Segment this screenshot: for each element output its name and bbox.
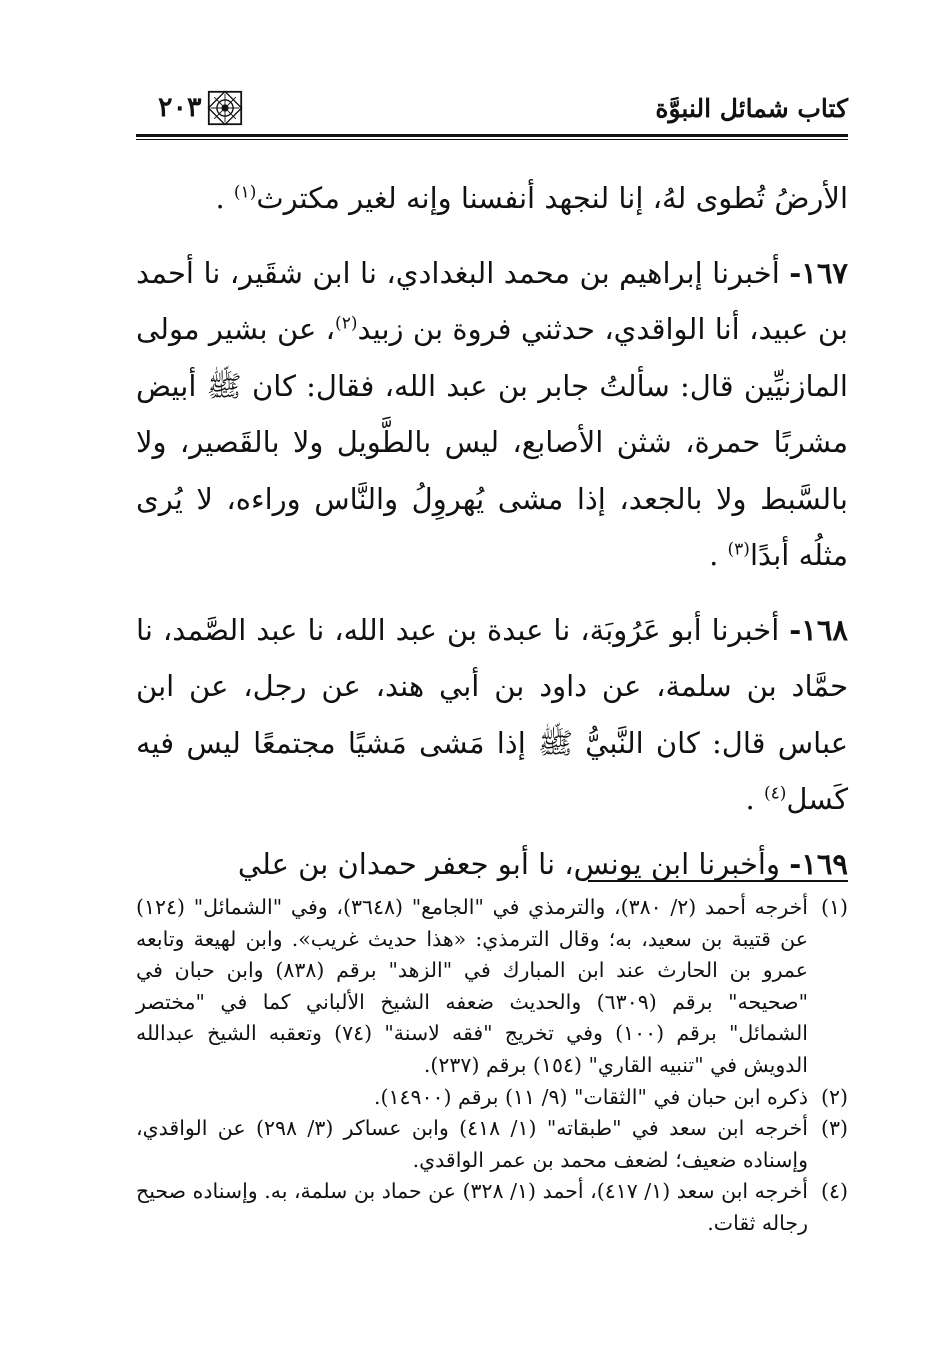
paragraph-text: وأخبرنا ابن يونس، نا أبو جعفر حمدان بن علي xyxy=(237,846,780,881)
hadith-168 xyxy=(136,602,848,828)
footnote-text: أخرجه ابن سعد (١/ ٤١٧)، أحمد (١/ ٣٢٨) عن حماد بن سلمة، به. وإسناده صحيح رجاله ثقات. xyxy=(136,1179,808,1235)
paragraph-text: أخبرنا إبراهيم بن محمد البغدادي، نا ابن شقَير، نا أحمد بن عبيد، أنا الواقدي، حدثني فروة بن زبيد xyxy=(136,255,848,346)
footnote-mark: (٢) xyxy=(820,1084,848,1109)
paragraph-end: . xyxy=(215,181,225,215)
footnote-3 xyxy=(136,1113,848,1176)
paragraph-end: . xyxy=(709,538,719,572)
footnote-text: أخرجه أحمد (٢/ ٣٨٠)، والترمذي في "الجامع" (٣٦٤٨)، وفي "الشمائل" (١٢٤) عن قتيبة بن سعيد، به؛ وقال الترمذي: «هذا حديث غريب». وابن لهيعة وتابعه عمرو بن الحارث عند ابن المبارك في "الزهد" برقم (٨٣٨) وابن حبان في "صحيحه" برقم (٦٣٠٩) والحديث ضعفه الشيخ الألباني كما في "مختصر الشمائل" برقم (١٠٠) وفي تخريج "فقه لاسنة" (٧٤) وتعقبه الشيخ عبدالله الدويش في "تنبيه القاري" (١٥٤) برقم (٢٣٧). xyxy=(136,895,809,1077)
footnote-mark: (٤) xyxy=(820,1179,848,1204)
paragraph-text: الأرضُ تُطوى لهُ، إنا لنجهد أنفسنا وإنه لغير مكترث xyxy=(256,181,848,215)
footnote-ref: (٢) xyxy=(335,313,358,334)
footnote-text: أخرجه ابن سعد في "طبقاته" (١/ ٤١٨) وابن عساكر (٣/ ٢٩٨) عن الواقدي، وإسناده ضعيف؛ لضعف محمد بن عمر الواقدي. xyxy=(136,1116,808,1172)
rosette-ornament-icon xyxy=(206,90,244,126)
hadith-169 xyxy=(136,836,848,893)
paragraph-end: . xyxy=(745,782,755,816)
paragraph-continuation xyxy=(136,170,848,227)
hadith-number: ١٦٩- xyxy=(789,846,848,881)
main-text xyxy=(136,170,848,892)
footnote-ref: (١) xyxy=(233,182,257,203)
header-rule xyxy=(136,134,848,140)
page-number: ٢٠٣ xyxy=(158,92,202,123)
footnote-1 xyxy=(136,892,848,1082)
footnotes xyxy=(136,892,848,1240)
hadith-number: ١٦٨- xyxy=(789,612,848,647)
footnote-rule xyxy=(588,880,848,882)
footnote-4 xyxy=(136,1176,848,1239)
footnote-mark: (٣) xyxy=(820,1116,848,1141)
footnote-ref: (٣) xyxy=(727,539,750,560)
page-header xyxy=(136,88,848,138)
footnote-2 xyxy=(136,1082,848,1114)
footnote-ref: (٤) xyxy=(763,783,787,804)
footnote-text: ذكره ابن حبان في "الثقات" (٩/ ١١) برقم (١٤٩٠٠). xyxy=(373,1084,808,1109)
paragraph-text-cont: ، عن بشير مولى المازنيِّين قال: سألتُ جابر بن عبد الله، فقال: كان ﷺ أبيض مشربًا حمرة، شثن الأصابع، ليس بالطَّويل ولا بالقَصير، ولا بالسَّبط ولا بالجعد، إذا مشى يُهروِلُ والنَّاس وراءه، لا يُرى مثلُه أبدًا xyxy=(136,312,848,572)
footnote-mark: (١) xyxy=(820,895,848,919)
hadith-167 xyxy=(136,245,848,584)
hadith-number: ١٦٧- xyxy=(789,255,849,290)
paragraph-text: أخبرنا أبو عَرُوبَة، نا عبدة بن عبد الله، نا عبد الصَّمد، نا حمَّاد بن سلمة، عن داود بن أبي هند، عن رجل، عن ابن عباس قال: كان النَّبيُّ ﷺ إذا مَشى مَشيًا مجتمعًا ليس فيه كَسل xyxy=(136,612,848,816)
book-title: كتاب شمائل النبوَّة xyxy=(655,94,848,123)
